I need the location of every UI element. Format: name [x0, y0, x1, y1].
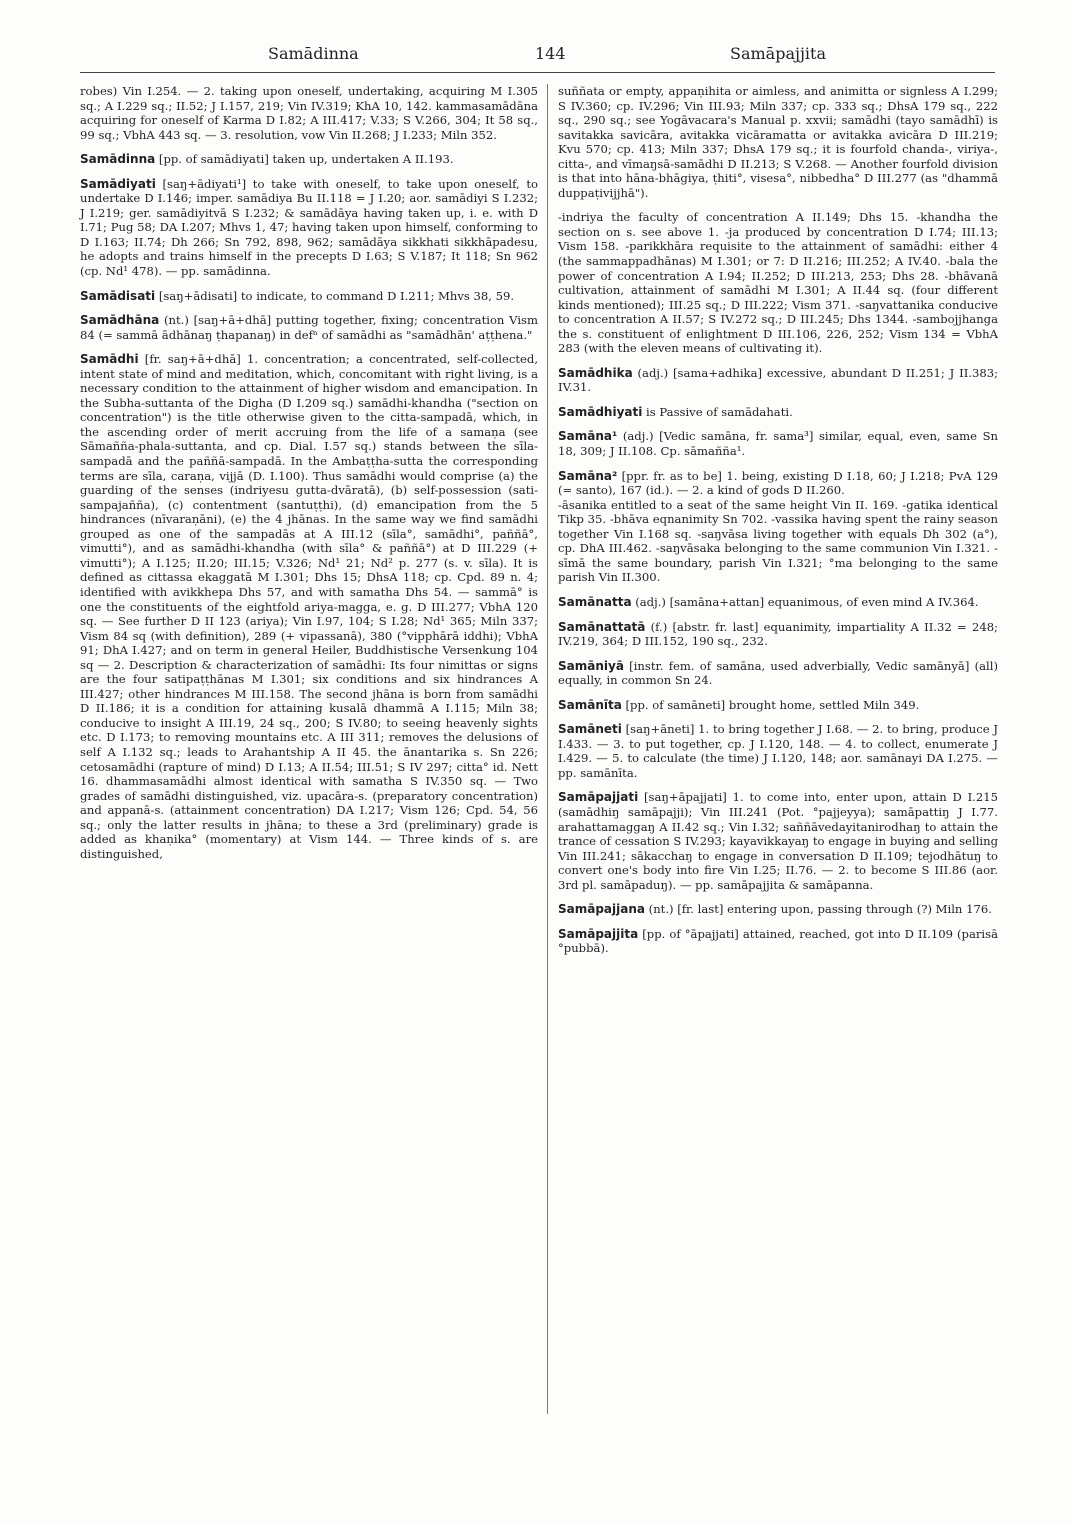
entry-body: [pp. of °āpajjati] attained, reached, got into D II.109 (parisā °pubbā). — [558, 926, 998, 956]
right-entries — [558, 366, 998, 956]
dictionary-entry — [80, 313, 538, 342]
dictionary-entry — [80, 352, 538, 861]
entry-body: [pp. of samāneti] brought home, settled Miln 349. — [621, 697, 920, 712]
entry-headword: Samānattatā — [558, 619, 646, 634]
entry-body: [saŋ+āneti] 1. to bring together J I.68. — 2. to bring, produce J I.433. — 3. to put together, cp. J I.120, 148. — 4. to collect, enumerate J I.429. — 5. to calculate (the time) J I.120, 148; aor. samānayi DA I.275. — pp. samānīta. — [558, 722, 998, 780]
left-column — [80, 84, 538, 871]
dictionary-entry — [558, 902, 998, 917]
entry-headword: Samāna¹ — [558, 429, 618, 444]
dictionary-entry — [80, 152, 538, 167]
entry-headword: Samāniyā — [558, 658, 624, 673]
dictionary-entry — [558, 659, 998, 688]
entry-body: [saŋ+āpajjati] 1. to come into, enter upon, attain D I.215 (samādhiŋ samāpajji); Vin III.241 (Pot. °pajjeyya); samāpattiŋ J I.77. arahattamaggaŋ A II.42 sq.; Vin I.32; saññāvedayitanirodhaŋ to attain the trance of cessation S IV.293; kayavikkayaŋ to engage in buying and selling Vin III.241; sākacchaŋ to engage in conversation D II.109; tejodhātuŋ to convert one's body into fire Vin I.25; II.76. — 2. to become S III.86 (aor. 3rd pl. samāpaduŋ). — pp. samāpajjita & samāpanna. — [558, 790, 998, 892]
running-head-left: Samādinna — [268, 44, 359, 63]
entry-headword: Samādhāna — [80, 313, 160, 328]
entry-body: (nt.) [fr. last] entering upon, passing through (?) Miln 176. — [645, 902, 992, 917]
continued-text: robes) Vin I.254. — 2. taking upon oneself, undertaking, acquiring M I.305 sq.; A I.229 sq.; II.52; J I.157, 219; Vin IV.319; KhA 10, 142. kammasamādāna acquiring for oneself of Karma D I.82; A III.417; V.33; S V.266, 304; It 58 sq., 99 sq.; VbhA 443 sq. — 3. resolution, vow Vin II.268; J I.233; Miln 352. — [80, 84, 538, 142]
entry-headword: Samāneti — [558, 722, 622, 737]
entry-headword: Samāpajjana — [558, 902, 645, 917]
dictionary-entry — [558, 698, 998, 713]
entry-body: (f.) [abstr. fr. last] equanimity, impartiality A II.32 = 248; IV.219, 364; D III.152, 190 sq., 232. — [558, 619, 998, 649]
right-column — [558, 84, 998, 966]
dictionary-entry — [558, 429, 998, 458]
entry-body: [instr. fem. of samāna, used adverbially, Vedic samānyā] (all) equally, in common Sn 24. — [558, 658, 998, 688]
entry-headword: Samānīta — [558, 697, 622, 712]
header-rule — [80, 72, 995, 73]
dictionary-entry — [558, 722, 998, 780]
dictionary-entry — [80, 177, 538, 279]
entry-headword: Samādinna — [80, 152, 156, 167]
entry-headword: Samādhiyati — [558, 404, 643, 419]
entry-body: [ppr. fr. as to be] 1. being, existing D I.18, 60; J I.218; PvA 129 (= santo), 167 (id.). — 2. a kind of gods D II.260. — [558, 468, 998, 498]
entry-body: [fr. saŋ+ā+dhā] 1. concentration; a concentrated, self-collected, intent state of mind and meditation, which, concomitant with right living, is a necessary condition to the attainment of higher wisdom and emancipation. In the Subha-suttanta of the Digha (D I.209 sq.) samādhi-khandha ("section on concentration") is the title otherwise given to the citta-sampadā, which, in the ascending order of merit accruing from the life of a samaṇa (see Sāmañña-phala-suttanta, and cp. Dial. I.57 sq.) stands between the sīla-sampadā and the paññā-sampadā. In the Ambaṭṭha-sutta the corresponding terms are sīla, caraṇa, vijjā (D. I.100). Thus samādhi would comprise (a) the guarding of the senses (indriyesu gutta-dvāratā), (b) self-possession (sati-sampajañña), (c) contentment (santuṭṭhi), (d) emancipation from the 5 hindrances (nīvaraṇāni), (e) the 4 jhānas. In the same way we find samādhi grouped as one of the sampadās at A III.12 (sīla°, samādhi°, paññā°, vimutti°), and as samādhi-khandha (with sīla° & paññā°) at D III.229 (+ vimutti°); A I.125; II.20; III.15; V.326; Nd¹ 21; Nd² p. 277 (s. v. sīla). It is defined as cittassa ekaggatā M I.301; Dhs 15; DhsA 118; cp. Cpd. 89 n. 4; identified with avikkhepa Dhs 57, and with samatha Dhs 54. — sammā° is one the constituents of the eightfold ariya-magga, e. g. D III.277; VbhA 120 sq. — See further D II 123 (ariya); Vin I.97, 104; S I.28; Nd¹ 365; Miln 337; Vism 84 sq (with definition), 289 (+ vipassanā), 380 (°vipphārā iddhi); VbhA 91; DhA I.427; and on term in general Heiler, Buddhistische Versenkung 104 sq — 2. Description & characterization of samādhi: Its four nimittas or signs are the four satipaṭṭhānas M I.301; six conditions and six hindrances A III.427; other hindrances M III.158. The second jhāna is born from samādhi D II.186; it is a condition for attaining kusalā dhammā A I.115; Miln 38; conducive to insight A III.19, 24 sq., 200; S IV.80; to seeing heavenly sights etc. D I.173; to removing mountains etc. A III 311; removes the delusions of self A I.132 sq.; leads to Arahantship A II 45. the ānantarika s. Sn 226; cetosamādhi (rapture of mind) D I.13; A II.54; III.51; S IV 297; citta° id. Nett 16. dhammasamādhi almost identical with samatha S IV.350 sq. — Two grades of samādhi distinguished, viz. upacāra-s. (preparatory concentration) and appanā-s. (attainment concentration) DA I.217; Vism 126; Cpd. 54, 56 sq.; only the latter results in jhāna; to these a 3rd (preliminary) grade is added as khaṇika° (momentary) at Vism 144. — Three kinds of s. are distinguished, — [80, 352, 538, 861]
entry-headword: Samādhika — [558, 365, 633, 380]
entry-headword: Samādhi — [80, 352, 139, 367]
dictionary-entry — [80, 289, 538, 304]
entry-body: [saŋ+ādiyati¹] to take with oneself, to take upon oneself, to undertake D I.146; imper. samādiya Bu II.118 = J I.20; aor. samādiyi S I.232; J I.219; ger. samādiyitvā S I.232; & samādāya having taken up, i. e. with D I.71; Pug 58; DA I.207; Mhvs 1, 47; having taken upon himself, conforming to D I.163; II.74; Dh 266; Sn 792, 898, 962; samādāya sikkhati sikkhāpadesu, he adopts and trains himself in the precepts D I.63; S V.187; It 118; Sn 962 (cp. Nd¹ 478). — pp. samādinna. — [80, 176, 538, 279]
column-divider — [547, 84, 548, 1414]
dictionary-entry — [558, 620, 998, 649]
running-head-right: Samāpajjita — [730, 44, 826, 63]
entry-body: (nt.) [saŋ+ā+dhā] putting together, fixing; concentration Vism 84 (= sammā ādhānaŋ ṭhapanaŋ) in defⁿ of samādhi as "samādhān' aṭṭhena." — [80, 313, 538, 342]
entry-body: (adj.) [sama+adhika] excessive, abundant D II.251; J II.383; IV.31. — [558, 365, 998, 395]
entry-headword: Samādiyati — [80, 176, 156, 191]
entry-headword: Samādisati — [80, 288, 156, 303]
entry-headword: Samāpajjati — [558, 790, 639, 805]
dictionary-entry — [558, 469, 998, 585]
entry-body: (adj.) [Vedic samāna, fr. sama³] similar, equal, even, same Sn 18, 309; J II.108. Cp. sāmañña¹. — [558, 429, 998, 459]
entry-headword: Samānatta — [558, 594, 632, 609]
dictionary-entry — [558, 366, 998, 395]
dictionary-entry — [558, 927, 998, 956]
dictionary-entry — [558, 790, 998, 892]
entry-subentries: -āsanika entitled to a seat of the same height Vin II. 169. -gatika identical Tikp 35. -bhāva eqnanimity Sn 702. -vassika having spent the rainy season together Vin I.168 sq. -saŋvāsa living together with equals Dh 302 (a°), cp. DhA III.462. -saŋvāsaka belonging to the same communion Vin I.321. -sīmā the same boundary, parish Vin I.321; °ma belonging to the same parish Vin II.300. — [558, 497, 998, 585]
page-number: 144 — [535, 44, 566, 63]
dictionary-entry — [558, 595, 998, 610]
page-header — [80, 44, 995, 68]
entry-body: [pp. of samādiyati] taken up, undertaken A II.193. — [155, 152, 454, 167]
entry-body: (adj.) [samāna+attan] equanimous, of even mind A IV.364. — [631, 594, 979, 609]
entry-headword: Samāpajjita — [558, 926, 639, 941]
continued-text: suññata or empty, appaṇihita or aimless, and animitta or signless A I.299; S IV.360; cp. IV.296; Vin III.93; Miln 337; cp. 333 sq.; DhsA 179 sq., 222 sq., 290 sq.; see Yogāvacara's Manual p. xxvii; samādhi (tayo samādhī) is savitakka savicāra, avitakka vicāramatta or avitakka avicāra D III.219; Kvu 570; cp. 413; Miln 337; DhsA 179 sq.; it is fourfold chanda-, viriya-, citta-, and vīmaŋsā-samādhi D II.213; S V.268. — Another fourfold division is that into hāna-bhāgiya, ṭhiti°, visesa°, nibbedha° D III.277 (as "dhammā duppaṭivijjhā"). — [558, 84, 998, 200]
entry-body: [saŋ+ādisati] to indicate, to command D I.211; Mhvs 38, 59. — [155, 288, 515, 303]
entry-headword: Samāna² — [558, 468, 618, 483]
subentries: -indriya the faculty of concentration A II.149; Dhs 15. -khandha the section on s. see above 1. -ja produced by concentration D I.74; III.13; Vism 158. -parikkhāra requisite to the attainment of samādhi: either 4 (the sammappadhānas) M I.301; or 7: D II.216; III.252; A IV.40. -bala the power of concentration A I.94; II.252; D III.213, 253; Dhs 28. -bhāvanā cultivation, attainment of samādhi M I.301; A II.44 sq. (four different kinds mentioned); III.25 sq.; D III.222; Vism 371. -saŋvattanika conducive to concentration A II.57; S IV.272 sq.; D III.245; Dhs 1344. -sambojjhanga the s. constituent of enlightment D III.106, 226, 252; Vism 134 = VbhA 283 (with the eleven means of cultivating it). — [558, 210, 998, 356]
entry-body: is Passive of samādahati. — [642, 404, 793, 419]
dictionary-entry — [558, 405, 998, 420]
left-entries — [80, 152, 538, 861]
